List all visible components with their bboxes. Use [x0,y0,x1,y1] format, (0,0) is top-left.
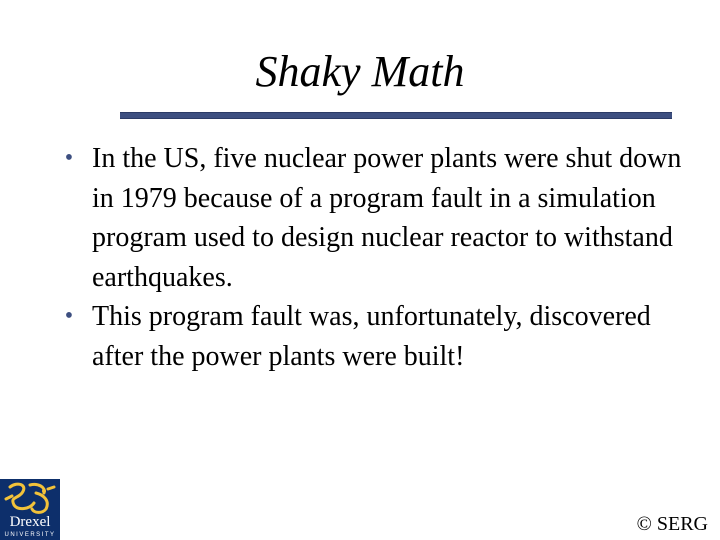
bullet-item [54,139,704,297]
bullet-item [54,297,704,376]
bullet-text: This program fault was, unfortunately, discovered after the power plants were built! [92,301,651,372]
copyright-notice: © SERG [636,513,708,535]
drexel-logo [0,479,60,540]
logo-wordmark: Drexel [9,514,51,530]
bullet-text: In the US, five nuclear power plants were shut down in 1979 because of a program fault in a simulation program used to design nuclear reactor to withstand earthquakes. [92,143,682,293]
logo-subtitle: UNIVERSITY [4,532,56,538]
dragon-icon [0,479,60,519]
bullet-dot-icon: • [64,145,74,171]
slide-title: Shaky Math [255,47,465,96]
bullet-list [54,139,704,376]
bullet-dot-icon: • [64,303,74,329]
title-divider [120,112,672,119]
